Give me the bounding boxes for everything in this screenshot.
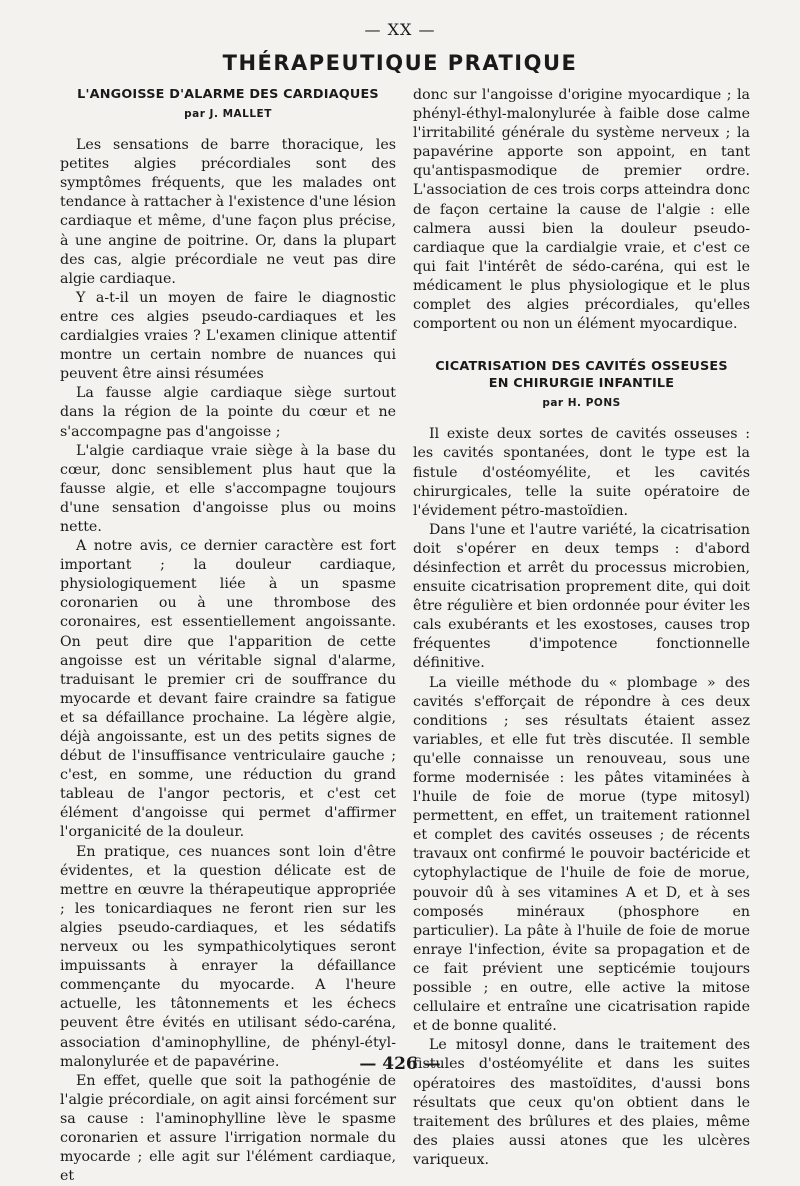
- left-column: [60, 86, 396, 1186]
- paragraph: En pratique, ces nuances sont loin d'être évidentes, et la question délicate est de mettre en œuvre la thérapeutique appropriée ; les tonicardiaques ne feront rien sur les algies pseudo-cardiaques, et les sédatifs nerveux ou les sympathicolytiques seront impuissants à enrayer la défaillance commençante du myocarde. A l'heure actuelle, les tâtonnements et les échecs peuvent être évités en utilisant sédo-caréna, association d'aminophylline, de phényl-étyl-malonylurée et de papavérine.: [60, 843, 396, 1070]
- paragraph: Le mitosyl donne, dans le traitement des fistules d'ostéomyélite et dans les suites opératoires des mastoïdites, d'aussi bons résultats que ceux qu'on obtient dans le traitement des brûlures et des plaies, même des plaies aussi atones que les ulcères variqueux.: [413, 1037, 750, 1168]
- page-number: — 426 —: [359, 1054, 441, 1074]
- paragraph: Il existe deux sortes de cavités osseuses : les cavités spontanées, dont le type est la fistule d'ostéomyélite, et les cavités chirurgicales, telle la suite opératoire de l'évidement pétro-mastoïdien.: [413, 426, 750, 519]
- paragraph: Les sensations de barre thoracique, les petites algies précordiales sont des symptômes fréquents, que les malades ont tendance à rattacher à l'existence d'une lésion cardiaque et même, d'une façon plus précise, à une angine de poitrine. Or, dans la plupart des cas, algie précordiale ne veut pas dire algie cardiaque.: [60, 137, 396, 287]
- paragraph: En effet, quelle que soit la pathogénie de l'algie précordiale, on agit ainsi forcément sur sa cause : l'aminophylline lève le spasme coronarien et assure l'irrigation normale du myocarde ; elle agit sur l'élément cardiaque, et: [60, 1072, 396, 1185]
- paragraph: La fausse algie cardiaque siège surtout dans la région de la pointe du cœur et ne s'accompagne pas d'angoisse ;: [60, 385, 396, 440]
- article-title-line-1: CICATRISATION DES CAVITÉS OSSEUSES: [435, 359, 728, 375]
- paragraph: L'algie cardiaque vraie siège à la base du cœur, donc sensiblement plus haut que la fausse algie, et elle s'accompagne toujours d'une sensation d'angoisse plus ou moins nette.: [60, 442, 396, 535]
- article-title-line-2: EN CHIRURGIE INFANTILE: [488, 376, 675, 392]
- paragraph: Dans l'une et l'autre variété, la cicatrisation doit s'opérer en deux temps : d'abord désinfection et arrêt du processus microbien, ensuite cicatrisation proprement dite, qui doit être régulière et bien ordonnée pour éviter les cals exubérants et les exostoses, causes trop fréquentes d'impotence fonctionnelle définitive.: [413, 521, 750, 672]
- right-column: [413, 86, 750, 1170]
- article-title: L'ANGOISSE D'ALARME DES CARDIAQUES: [77, 87, 379, 102]
- article-byline: par J. MALLET: [184, 108, 272, 120]
- paragraph: A notre avis, ce dernier caractère est fort important ; la douleur cardiaque, physiologiquement liée à un spasme coronarien ou à une thrombose des coronaires, est essentiellement angoissante. On peut dire que l'apparition de cette angoisse est un véritable signal d'alarme, traduisant le premier cri de souffrance du myocarde et devant faire craindre sa fatigue et sa défaillance prochaine. La légère algie, déjà angoissante, est un des petits signes de début de l'insuffisance ventriculaire gauche ; c'est, en somme, une réduction du grand tableau de l'angor pectoris, et c'est cet élément d'angoisse qui permet d'affirmer l'organicité de la douleur.: [60, 538, 396, 841]
- paragraph-continuation: donc sur l'angoisse d'origine myocardique ; la phényl-éthyl-malonylurée à faible dose calme l'irritabilité générale du système nerveux ; la papavérine apporte son appoint, en tant qu'antispasmodique de premier ordre. L'association de ces trois corps atteindra donc de façon certaine la cause de l'algie : elle calmera aussi bien la douleur pseudo-cardiaque que la cardialgie vraie, et c'est ce qui fait l'intérêt de sédo-caréna, qui est le médicament le plus physiologique et le plus complet des algies précordiales, qu'elles comportent ou non un élément myocardique.: [413, 87, 750, 333]
- article-byline: par H. PONS: [542, 397, 621, 410]
- paragraph: La vieille méthode du « plombage » des cavités s'efforçait de répondre à ces deux conditions ; ses résultats étaient assez variables, et elle fut très discutée. Il semble qu'elle connaisse un renouveau, sous une forme modernisée : les pâtes vitaminées à l'huile de foie de morue (type mitosyl) permettent, en effet, un traitement rationnel et complet des cavités osseuses ; de récents travaux ont confirmé le pouvoir bactéricide et cytophylactique de l'huile de foie de morue, pouvoir dû à ses vitamines A et D, et à ses composés minéraux (phosphore en particulier). La pâte à l'huile de foie de morue enraye l'infection, évite sa propagation et de ce fait prévient une septicémie toujours possible ; en outre, elle active la mitose cellulaire et entraîne une cicatrisation rapide et de bonne qualité.: [413, 674, 750, 1035]
- roman-page-number: — XX —: [364, 20, 436, 39]
- section-title: THÉRAPEUTIQUE PRATIQUE: [222, 51, 578, 75]
- paragraph: Y a-t-il un moyen de faire le diagnostic entre ces algies pseudo-cardiaques et les cardialgies vraies ? L'examen clinique attentif montre un certain nombre de nuances qui peuvent être ainsi résumées: [60, 289, 396, 383]
